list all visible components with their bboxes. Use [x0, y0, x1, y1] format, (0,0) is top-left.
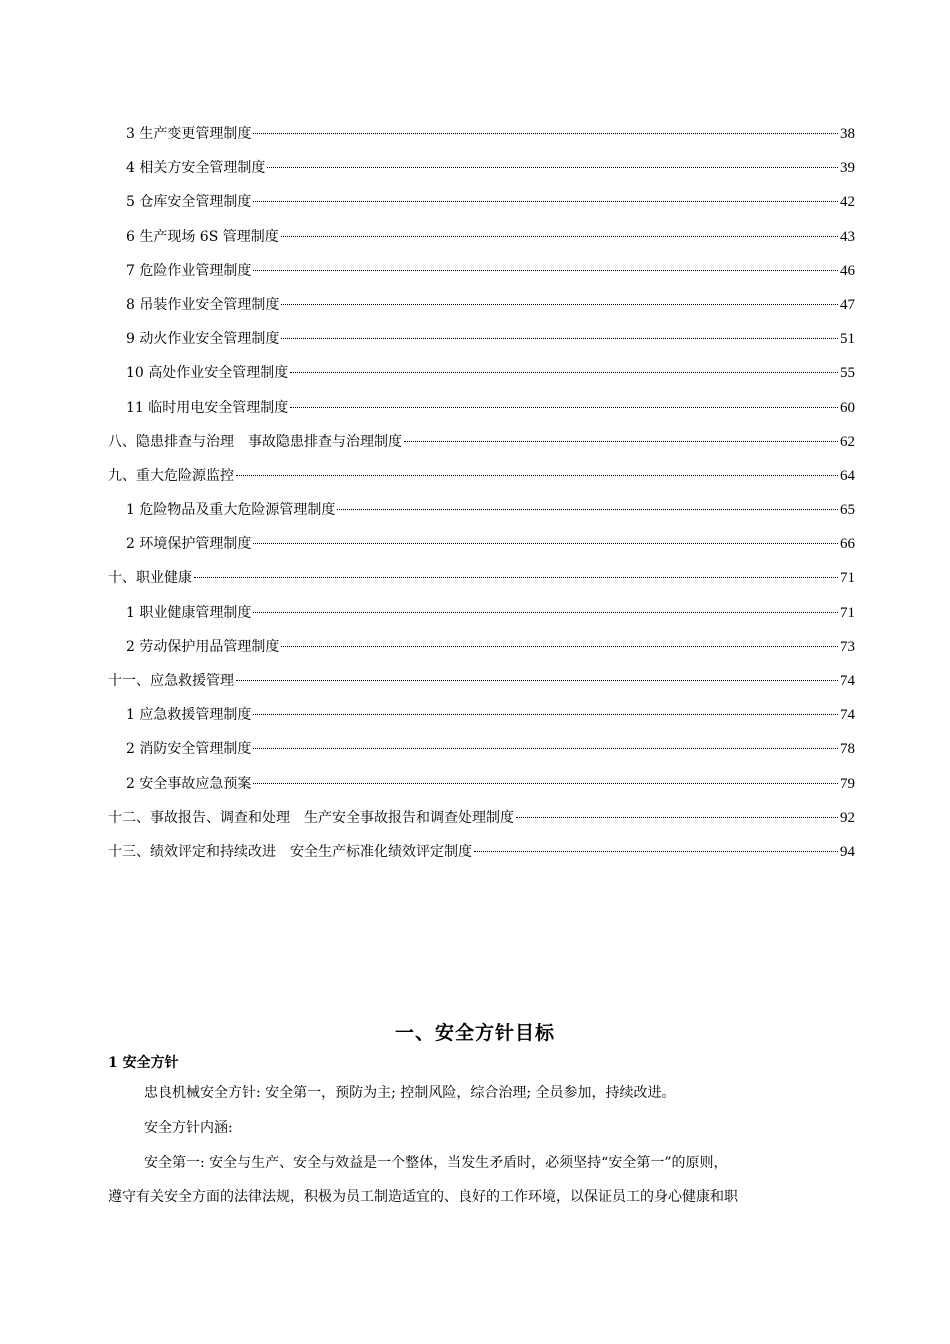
toc-entry[interactable]: [108, 842, 855, 876]
toc-dot-leader: [290, 372, 838, 373]
toc-page-number: 71: [840, 604, 855, 621]
toc-entry-label: 八、隐患排查与治理 事故隐患排查与治理制度: [108, 433, 402, 450]
toc-page-number: 79: [840, 775, 855, 792]
toc-dot-leader: [194, 577, 838, 578]
toc-entry[interactable]: [108, 295, 855, 329]
toc-dot-leader: [337, 509, 838, 510]
toc-page-number: 51: [840, 331, 855, 348]
toc-page-number: 92: [840, 809, 855, 826]
paragraph-connotation: 安全方针内涵:: [144, 1120, 233, 1136]
toc-entry[interactable]: [108, 192, 855, 226]
toc-entry-label: 8 吊装作业安全管理制度: [126, 296, 280, 313]
toc-dot-leader: [253, 714, 838, 715]
toc-dot-leader: [253, 748, 838, 749]
section-title: 一、安全方针目标: [394, 1022, 555, 1044]
toc-entry[interactable]: [108, 432, 855, 466]
toc-page-number: 42: [840, 194, 855, 211]
toc-dot-leader: [253, 783, 838, 784]
toc-dot-leader: [281, 236, 838, 237]
toc-dot-leader: [281, 304, 838, 305]
toc-entry-label: 1 危险物品及重大危险源管理制度: [126, 502, 336, 519]
toc-entry[interactable]: [108, 671, 855, 705]
toc-dot-leader: [253, 612, 838, 613]
toc-entry-label: 十二、事故报告、调查和处理 生产安全事故报告和调查处理制度: [108, 809, 514, 826]
toc-entry-label: 10 高处作业安全管理制度: [126, 365, 289, 382]
toc-entry-label: 6 生产现场 6S 管理制度: [126, 228, 279, 245]
toc-entry-label: 9 动火作业安全管理制度: [126, 331, 280, 348]
toc-entry[interactable]: [108, 568, 855, 602]
toc-entry-label: 1 职业健康管理制度: [126, 604, 252, 621]
toc-entry[interactable]: [108, 500, 855, 534]
toc-page-number: 73: [840, 638, 855, 655]
toc-dot-leader: [404, 441, 838, 442]
toc-entry[interactable]: [108, 261, 855, 295]
toc-page-number: 65: [840, 502, 855, 519]
toc-entry-label: 十、职业健康: [108, 570, 192, 587]
toc-page-number: 78: [840, 741, 855, 758]
toc-entry-label: 1 应急救援管理制度: [126, 707, 252, 724]
toc-dot-leader: [253, 270, 838, 271]
toc-entry[interactable]: [108, 124, 855, 158]
toc-entry-label: 2 安全事故应急预案: [126, 775, 252, 792]
toc-entry[interactable]: [108, 398, 855, 432]
toc-page-number: 39: [840, 160, 855, 177]
toc-dot-leader: [474, 851, 838, 852]
toc-dot-leader: [281, 338, 838, 339]
toc-entry[interactable]: [108, 466, 855, 500]
paragraph-safety-first: 安全第一: 安全与生产、安全与效益是一个整体，当发生矛盾时，必须坚持“安全第一”的原则，: [144, 1155, 728, 1171]
paragraph-continuation: 遵守有关安全方面的法律法规，积极为员工制造适宜的、良好的工作环境，以保证员工的身心健康和职: [108, 1189, 738, 1205]
toc-entry[interactable]: [108, 739, 855, 773]
toc-page-number: 74: [840, 707, 855, 724]
toc-page-number: 66: [840, 536, 855, 553]
toc-entry-label: 4 相关方安全管理制度: [126, 160, 266, 177]
paragraph-policy: 忠良机械安全方针: 安全第一，预防为主; 控制风险，综合治理; 全员参加，持续改进。: [144, 1085, 676, 1101]
toc-entry-label: 5 仓库安全管理制度: [126, 194, 252, 211]
toc-entry-label: 九、重大危险源监控: [108, 467, 234, 484]
toc-entry[interactable]: [108, 363, 855, 397]
toc-page-number: 60: [840, 399, 855, 416]
toc-page-number: 94: [840, 843, 855, 860]
toc-dot-leader: [267, 167, 838, 168]
toc-dot-leader: [253, 133, 838, 134]
subsection-heading: 1 安全方针: [108, 1055, 179, 1071]
toc-page-number: 47: [840, 296, 855, 313]
toc-dot-leader: [253, 201, 838, 202]
toc-page-number: 62: [840, 433, 855, 450]
toc-entry-label: 2 劳动保护用品管理制度: [126, 638, 280, 655]
toc-entry-label: 3 生产变更管理制度: [126, 126, 252, 142]
toc-dot-leader: [281, 646, 838, 647]
toc-entry-label: 十三、绩效评定和持续改进 安全生产标准化绩效评定制度: [108, 843, 472, 860]
toc-page-number: 71: [840, 570, 855, 587]
toc-entry[interactable]: [108, 534, 855, 568]
toc-page-number: 64: [840, 467, 855, 484]
toc-entry[interactable]: [108, 227, 855, 261]
toc-entry[interactable]: [108, 603, 855, 637]
toc-dot-leader: [290, 407, 838, 408]
toc-entry[interactable]: [108, 705, 855, 739]
table-of-contents: [108, 124, 855, 876]
toc-entry-label: 11 临时用电安全管理制度: [126, 399, 289, 416]
toc-page-number: 46: [840, 262, 855, 279]
toc-entry-label: 十一、应急救援管理: [108, 673, 234, 689]
toc-dot-leader: [253, 543, 838, 544]
toc-entry-label: 2 环境保护管理制度: [126, 536, 252, 553]
toc-entry[interactable]: [108, 808, 855, 842]
toc-entry[interactable]: [108, 158, 855, 192]
toc-page-number: 38: [840, 126, 855, 142]
toc-entry[interactable]: [108, 637, 855, 671]
toc-dot-leader: [236, 475, 838, 476]
toc-entry[interactable]: [108, 329, 855, 363]
toc-page-number: 55: [840, 365, 855, 382]
toc-dot-leader: [516, 817, 838, 818]
toc-dot-leader: [236, 680, 838, 681]
toc-page-number: 43: [840, 228, 855, 245]
toc-entry-label: 7 危险作业管理制度: [126, 262, 252, 279]
toc-entry-label: 2 消防安全管理制度: [126, 741, 252, 758]
toc-entry[interactable]: [108, 774, 855, 808]
toc-page-number: 74: [840, 673, 855, 689]
